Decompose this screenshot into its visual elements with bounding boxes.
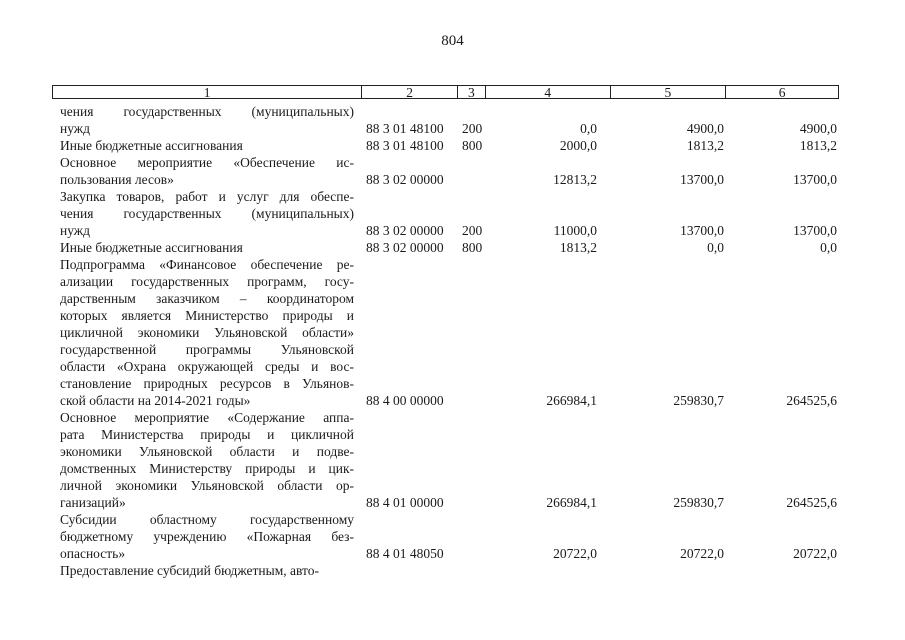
row-description-line: государственной программы Ульяновской: [60, 342, 354, 357]
row-description: [60, 154, 354, 188]
row-value-col6: 0,0: [820, 240, 837, 255]
row-value-col6: 264525,6: [786, 495, 837, 510]
row-budget-code: 88 3 01 48100: [366, 138, 444, 153]
row-description-line: опасность»: [60, 546, 126, 561]
row-value-col5: 1813,2: [686, 138, 724, 153]
row-budget-code: 88 3 01 48100: [366, 121, 444, 136]
row-value-col4: 0,0: [580, 121, 597, 136]
row-description-line: рата Министерства природы и цикличной: [60, 427, 354, 442]
row-description-line: Основное мероприятие «Содержание аппа-: [60, 410, 354, 425]
column-header-5: 5: [611, 86, 727, 98]
row-value-col4: 266984,1: [546, 495, 597, 510]
row-description-line: чения государственных (муниципальных): [60, 104, 354, 119]
row-description: [60, 409, 354, 511]
row-description-line: Иные бюджетные ассигнования: [60, 240, 243, 255]
row-description-line: бюджетному учреждению «Пожарная без-: [60, 529, 354, 544]
row-value-col6: 264525,6: [786, 393, 837, 408]
row-description-line: которых является Министерство природы и: [60, 308, 354, 323]
row-value-col4: 12813,2: [553, 172, 597, 187]
budget-table-body: [60, 103, 840, 579]
row-description: [60, 562, 354, 579]
table-row: [60, 256, 840, 409]
row-value-col4: 20722,0: [553, 546, 597, 561]
row-budget-code: 88 4 01 00000: [366, 495, 444, 510]
row-description-line: Субсидии областному государственному: [60, 512, 354, 527]
row-description-line: домственных Министерству природы и цик-: [60, 461, 354, 476]
row-expense-type: 200: [462, 223, 483, 238]
row-value-col6: 1813,2: [799, 138, 837, 153]
table-row: [60, 562, 840, 579]
row-value-col4: 266984,1: [546, 393, 597, 408]
table-row: [60, 409, 840, 511]
row-description-line: Основное мероприятие «Обеспечение ис-: [60, 155, 354, 170]
column-header-2: 2: [362, 86, 458, 98]
table-row: [60, 239, 840, 256]
row-description-line: личной экономики Ульяновской области ор-: [60, 478, 354, 493]
row-value-col4: 2000,0: [559, 138, 597, 153]
column-header-4: 4: [486, 86, 611, 98]
row-expense-type: 800: [462, 138, 483, 153]
table-column-header: [52, 85, 839, 99]
row-budget-code: 88 4 00 00000: [366, 393, 444, 408]
page-number: 804: [441, 33, 464, 49]
row-value-col5: 0,0: [707, 240, 724, 255]
row-description: [60, 188, 354, 239]
row-description-line: Иные бюджетные ассигнования: [60, 138, 243, 153]
row-description-line: области «Охрана окружающей среды и вос-: [60, 359, 354, 374]
row-description-line: нужд: [60, 121, 90, 136]
row-budget-code: 88 3 02 00000: [366, 223, 444, 238]
row-value-col5: 20722,0: [680, 546, 724, 561]
row-description-line: ской области на 2014-2021 годы»: [60, 393, 251, 408]
row-budget-code: 88 4 01 48050: [366, 546, 444, 561]
row-value-col5: 4900,0: [686, 121, 724, 136]
row-description-line: становление природных ресурсов в Ульянов-: [60, 376, 354, 391]
row-value-col5: 13700,0: [680, 172, 724, 187]
row-description-line: дарственным заказчиком – координатором: [60, 291, 354, 306]
row-description-line: Предоставление субсидий бюджетным, авто-: [60, 563, 319, 578]
table-row: [60, 103, 840, 137]
column-header-3: 3: [458, 86, 486, 98]
row-description-line: ализации государственных программ, госу-: [60, 274, 354, 289]
row-value-col6: 20722,0: [793, 546, 837, 561]
row-expense-type: 800: [462, 240, 483, 255]
table-row: [60, 154, 840, 188]
row-description-line: цикличной экономики Ульяновской области»: [60, 325, 354, 340]
row-description-line: Подпрограмма «Финансовое обеспечение ре-: [60, 257, 354, 272]
row-description: [60, 256, 354, 409]
row-description-line: экономики Ульяновской области и подве-: [60, 444, 354, 459]
row-value-col6: 4900,0: [799, 121, 837, 136]
row-budget-code: 88 3 02 00000: [366, 240, 444, 255]
row-value-col6: 13700,0: [793, 172, 837, 187]
row-value-col5: 259830,7: [673, 495, 724, 510]
column-header-6: 6: [778, 85, 786, 100]
row-expense-type: 200: [462, 121, 483, 136]
row-value-col5: 13700,0: [680, 223, 724, 238]
row-description: [60, 239, 354, 256]
row-description-line: ганизаций»: [60, 495, 126, 510]
table-row: [60, 188, 840, 239]
row-description-line: Закупка товаров, работ и услуг для обеспе-: [60, 189, 354, 204]
column-header-1: 1: [53, 86, 362, 98]
table-row: [60, 137, 840, 154]
row-value-col4: 11000,0: [553, 223, 597, 238]
row-description-line: пользования лесов»: [60, 172, 174, 187]
row-description-line: нужд: [60, 223, 90, 238]
row-value-col5: 259830,7: [673, 393, 724, 408]
row-value-col4: 1813,2: [559, 240, 597, 255]
row-budget-code: 88 3 02 00000: [366, 172, 444, 187]
row-description: [60, 137, 354, 154]
row-description: [60, 103, 354, 137]
row-value-col6: 13700,0: [793, 223, 837, 238]
table-row: [60, 511, 840, 562]
row-description-line: чения государственных (муниципальных): [60, 206, 354, 221]
row-description: [60, 511, 354, 562]
